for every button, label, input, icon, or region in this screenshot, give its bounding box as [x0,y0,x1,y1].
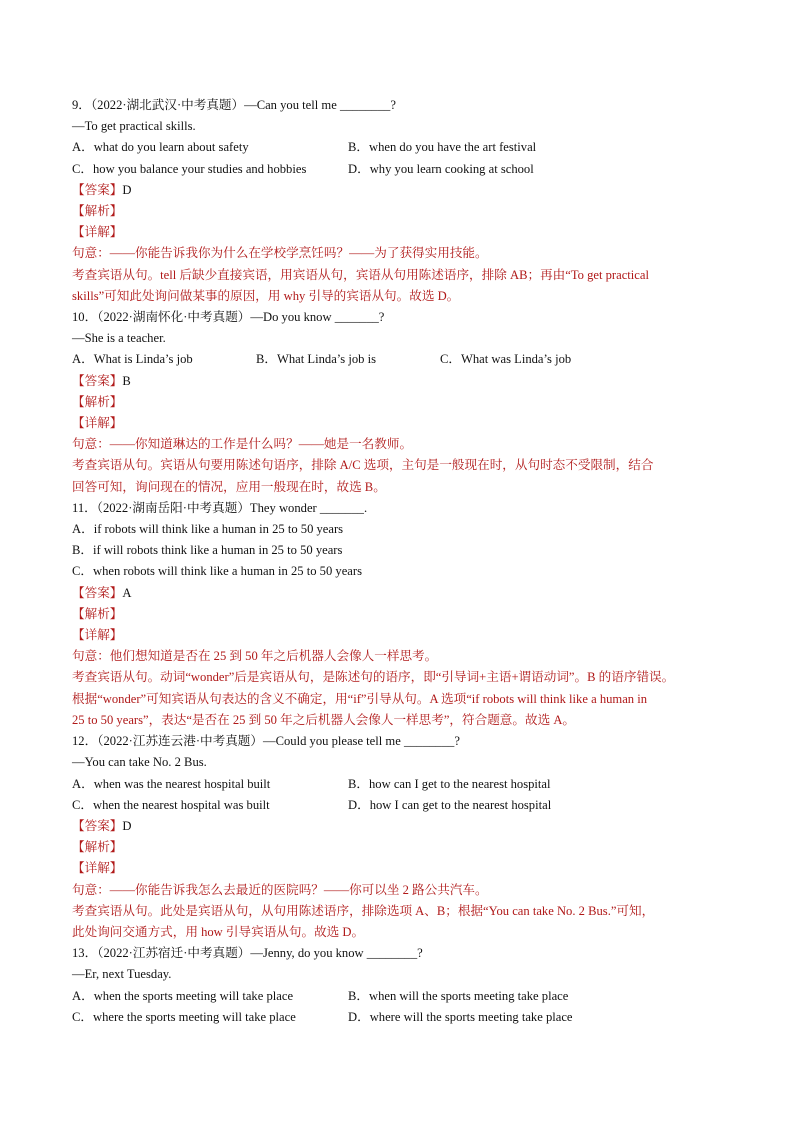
answer-label: 【答案】 [72,818,123,833]
question-stem: 11．（2022·湖南岳阳·中考真题）They wonder _______. [72,500,368,515]
detail-label: 【详解】 [72,416,123,431]
answer-label: 【答案】 [72,585,123,600]
option-a: A．what do you learn about safety [72,140,249,155]
sentence-meaning: 句意：——你能告诉我你为什么在学校学烹饪吗？——为了获得实用技能。 [72,246,488,261]
detail-label: 【详解】 [72,225,123,240]
option-a: A．What is Linda’s job [72,352,193,367]
answer-line [72,816,722,837]
option-c: C．when the nearest hospital was built [72,797,270,812]
dialogue-reply: —Er, next Tuesday. [72,967,172,982]
option-a: A．if robots will think like a human in 25 to 50 years [72,522,344,537]
options-row [72,159,722,180]
answer-value: A [122,585,132,600]
option-d: D．why you learn cooking at school [348,161,534,176]
answer-value: B [122,373,131,388]
question-stem: 9．（2022·湖北武汉·中考真题）—Can you tell me ________? [72,98,396,112]
options-row [72,1007,722,1028]
options-row [72,986,722,1007]
question-11 [72,498,722,731]
option-b: B．when do you have the art festival [348,140,537,155]
option-d: D．how I can get to the nearest hospital [348,797,552,812]
question-13 [72,943,722,1028]
explanation-line: 25 to 50 years”，表达“是否在 25 到 50 年之后机器人会像人一样思考”，符合题意。故选 A。 [72,712,576,727]
option-b: B．how can I get to the nearest hospital [348,776,551,791]
explanation-line: skills”可知此处询问做某事的原因，用 why 引导的宾语从句。故选 D。 [72,288,460,303]
sentence-meaning: 句意：——你知道琳达的工作是什么吗？——她是一名教师。 [72,437,413,452]
option-c: C．how you balance your studies and hobbies [72,161,307,176]
dialogue-reply: —To get practical skills. [72,119,196,134]
explanation-line: 此处询问交通方式，用 how 引导宾语从句。故选 D。 [72,924,365,939]
option-a: A．when the sports meeting will take place [72,988,294,1003]
detail-label: 【详解】 [72,861,123,876]
answer-value: D [122,818,132,833]
options-row [72,774,722,795]
explanation-line: 考查宾语从句。动词“wonder”后是宾语从句，是陈述句的语序，即“引导词+主语+谓语动词”。B 的语序错误。 [72,670,675,685]
option-b: B．when will the sports meeting take place [348,988,569,1003]
option-b: B．What Linda’s job is [256,352,376,367]
dialogue-reply: —You can take No. 2 Bus. [72,755,207,770]
question-10 [72,307,722,498]
answer-label: 【答案】 [72,182,123,197]
option-c: C．where the sports meeting will take place [72,1009,296,1024]
option-c: C．What was Linda’s job [440,352,572,367]
analysis-label: 【解析】 [72,606,123,621]
explanation-line: 考查宾语从句。宾语从句要用陈述句语序，排除 A/C 选项，主句是一般现在时，从句时态不受限制，结合 [72,458,654,473]
question-list [72,95,722,1028]
question-stem: 12．（2022·江苏连云港·中考真题）—Could you please tell me ________? [72,734,460,749]
options-row [72,795,722,816]
sentence-meaning: 句意：他们想知道是否在 25 到 50 年之后机器人会像人一样思考。 [72,649,438,664]
options-row [72,137,722,158]
sentence-meaning: 句意：——你能告诉我怎么去最近的医院吗？——你可以坐 2 路公共汽车。 [72,882,488,897]
question-12 [72,731,722,943]
explanation-line: 考查宾语从句。tell 后缺少直接宾语，用宾语从句，宾语从句用陈述语序，排除 AB；再由“To get practical [72,267,649,282]
answer-line [72,583,722,604]
answer-value: D [122,182,132,197]
dialogue-reply: —She is a teacher. [72,331,166,346]
analysis-label: 【解析】 [72,840,123,855]
analysis-label: 【解析】 [72,204,123,219]
option-b: B．if will robots think like a human in 25 to 50 years [72,543,343,558]
detail-label: 【详解】 [72,628,123,643]
question-9 [72,95,722,307]
answer-label: 【答案】 [72,373,123,388]
question-stem: 10．（2022·湖南怀化·中考真题）—Do you know _______? [72,310,385,325]
option-d: D．where will the sports meeting take place [348,1009,573,1024]
option-a: A．when was the nearest hospital built [72,776,271,791]
answer-line [72,371,722,392]
options-row [72,349,722,370]
explanation-line: 考查宾语从句。此处是宾语从句，从句用陈述语序，排除选项 A、B；根据“You can take No. 2 Bus.”可知， [72,903,655,918]
explanation-line: 根据“wonder”可知宾语从句表达的含义不确定，用“if”引导从句。A 选项“if robots will think like a human in [72,691,648,706]
question-stem: 13．（2022·江苏宿迁·中考真题）—Jenny, do you know ________? [72,946,423,961]
option-c: C．when robots will think like a human in 25 to 50 years [72,564,362,579]
explanation-line: 回答可知，询问现在的情况，应用一般现在时，故选 B。 [72,479,386,494]
answer-line [72,180,722,201]
analysis-label: 【解析】 [72,394,123,409]
